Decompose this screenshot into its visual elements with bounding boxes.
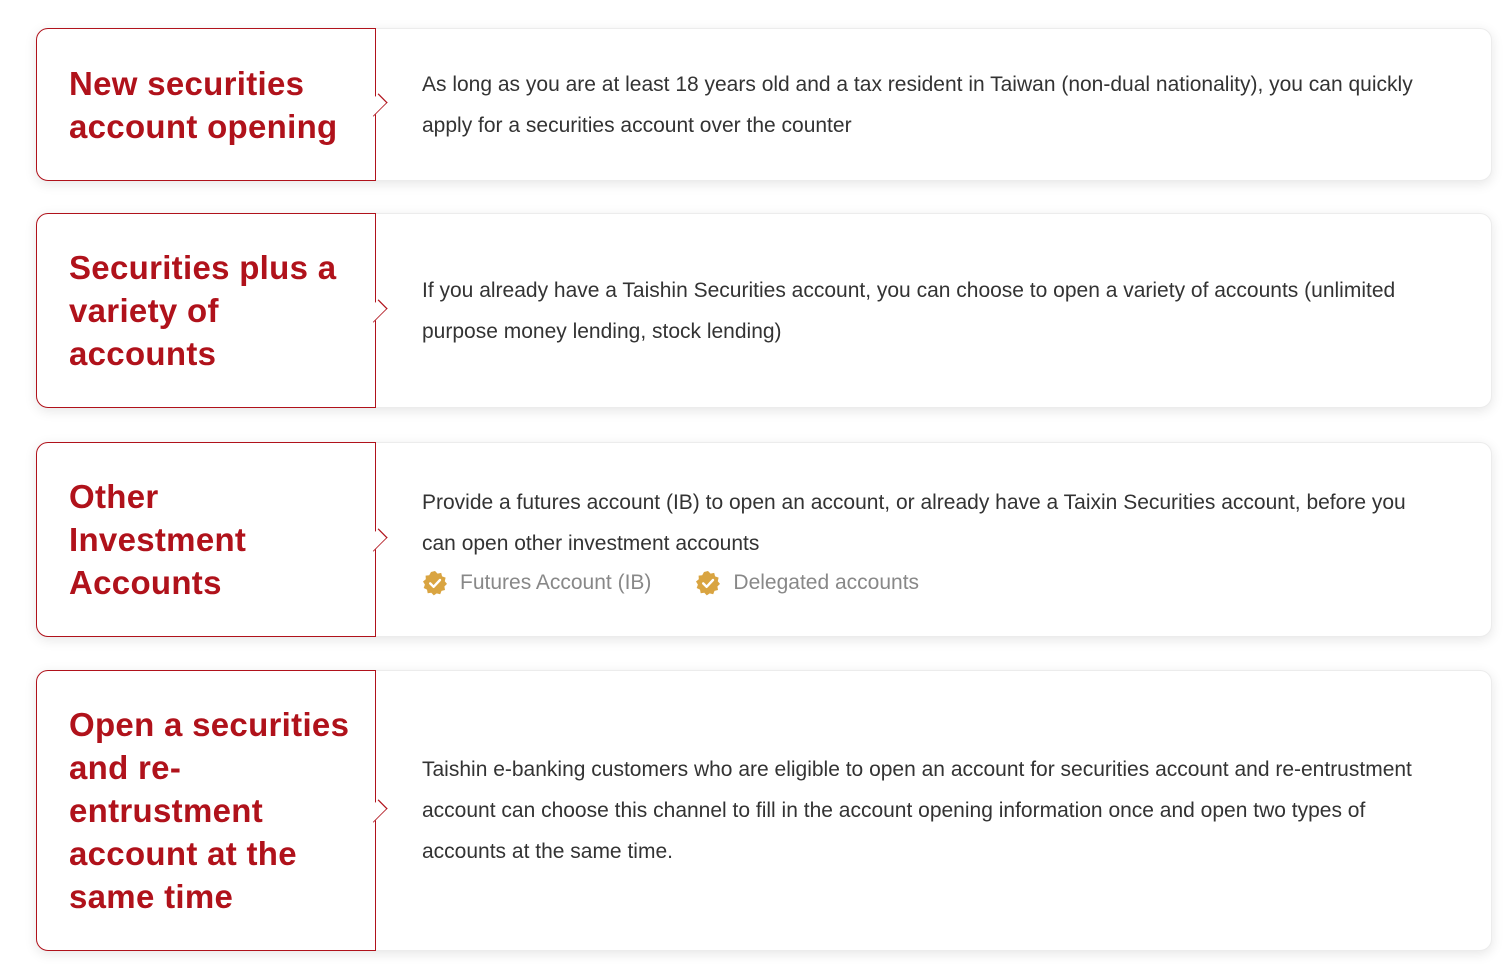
card-title-box — [36, 442, 376, 637]
card-other-investment-accounts[interactable] — [36, 442, 1492, 637]
tag-label: Delegated accounts — [733, 570, 920, 594]
card-new-securities-account[interactable] — [36, 28, 1492, 181]
card-securities-reentrustment[interactable] — [36, 670, 1492, 951]
card-title: New securities account opening — [69, 64, 338, 145]
card-description: If you already have a Taishin Securities account, you can choose to open a variety of accounts (unlimited purpose money lending, stock lending) — [422, 278, 1396, 343]
card-title: Securities plus a variety of accounts — [69, 249, 337, 372]
card-description: Taishin e-banking customers who are eligible to open an account for securities account and re-entrustment account can choose this channel to fill in the account opening information once and open two types of accounts at the same time. — [422, 758, 1412, 863]
card-title: Open a securities and re-entrustment account at the same time — [69, 706, 350, 915]
check-badge-icon — [695, 570, 721, 596]
card-securities-plus-accounts[interactable] — [36, 213, 1492, 408]
tag-label: Futures Account (IB) — [460, 570, 652, 594]
card-title-box — [36, 670, 376, 951]
card-body — [376, 29, 1491, 180]
card-description: Provide a futures account (IB) to open an account, or already have a Taixin Securities account, before you can open other investment accounts — [422, 490, 1406, 555]
account-tags — [422, 568, 1443, 598]
tag-delegated-accounts — [695, 568, 919, 598]
card-title: Other Investment Accounts — [69, 478, 247, 601]
card-body — [376, 443, 1491, 636]
tag-futures-account — [422, 568, 651, 598]
card-body — [376, 671, 1491, 950]
card-title-box — [36, 213, 376, 408]
card-title-box — [36, 28, 376, 181]
check-badge-icon — [422, 570, 448, 596]
card-description: As long as you are at least 18 years old and a tax resident in Taiwan (non-dual nationality), you can quickly apply for a securities account over the counter — [422, 72, 1413, 137]
card-body — [376, 214, 1491, 407]
